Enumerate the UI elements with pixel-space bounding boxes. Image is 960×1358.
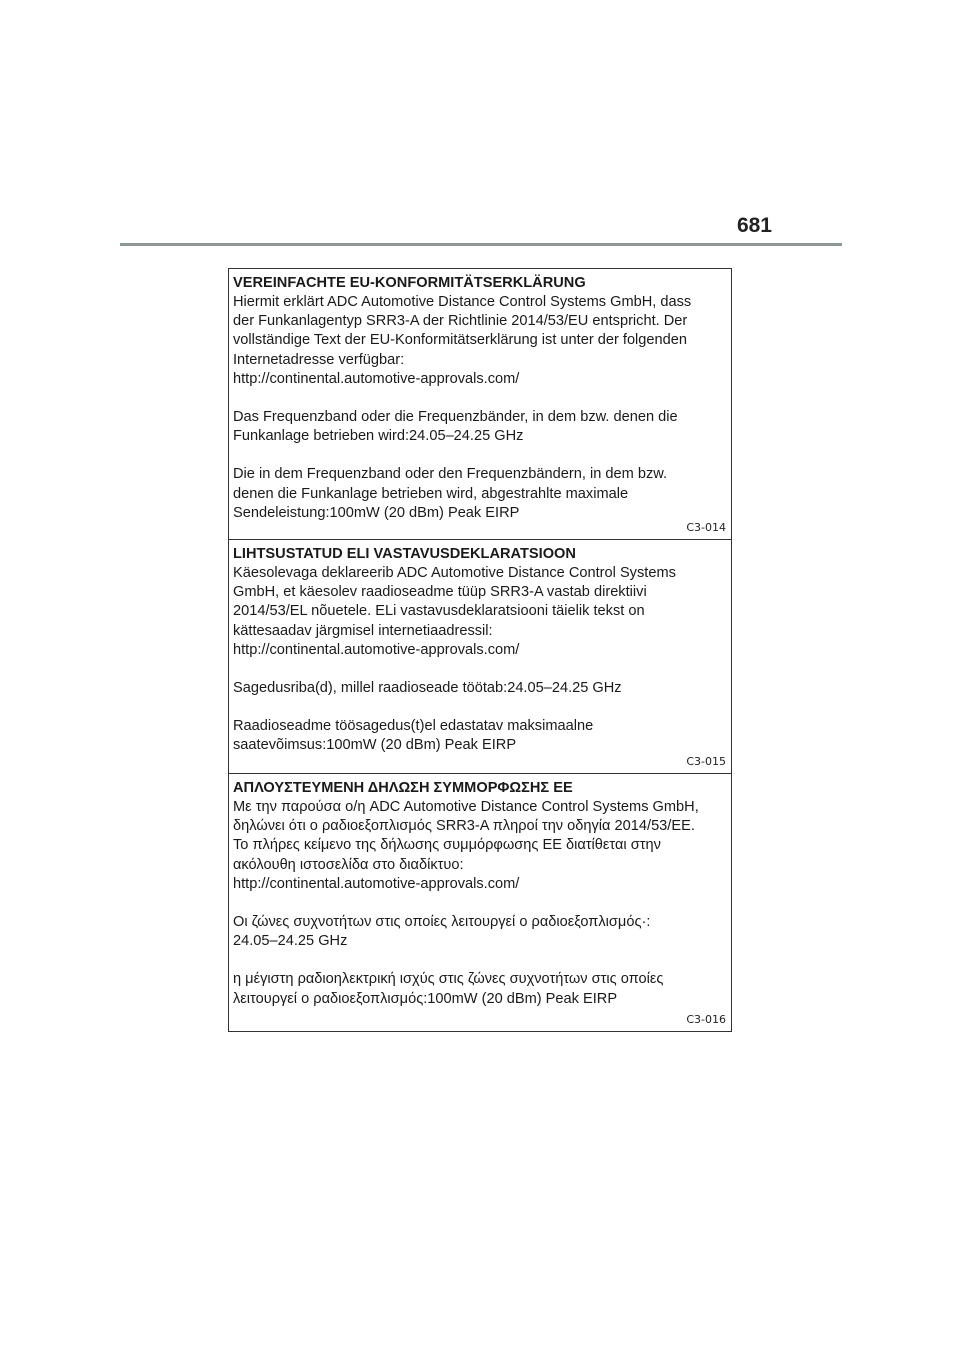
section-code: C3-014: [686, 521, 726, 534]
header-rule: [120, 243, 842, 246]
max-power-text: Die in dem Frequenzband oder den Frequenzbändern, in dem bzw. denen die Funkanlage betrieben wird, abgestrahlte maximale Sendeleistung:100mW (20 dBm) Peak EIRP: [233, 466, 668, 521]
section-estonian-declaration: [229, 540, 731, 774]
declaration-text: Hiermit erklärt ADC Automotive Distance Control Systems GmbH, dass der Funkanlagentyp SRR3-A der Richtlinie 2014/53/EU entspricht. Der vollständige Text der EU-Konformitätserklärung ist unter der folgenden Internetadresse verfügbar: http://continental.automotive-approvals.com/: [233, 294, 692, 387]
page-number: 681: [736, 214, 772, 237]
section-title: LIHTSUSTATUD ELI VASTAVUSDEKLARATSIOON: [233, 546, 576, 562]
section-code: C3-015: [686, 755, 726, 768]
section-title: ΑΠΛΟΥΣΤΕΥΜΕΝΗ ΔΗΛΩΣΗ ΣΥΜΜΟΡΦΩΣΗΣ ΕΕ: [233, 780, 573, 796]
max-power-text: Raadioseadme töösagedus(t)el edastatav maksimaalne saatevõimsus:100mW (20 dBm) Peak EIRP: [233, 718, 594, 754]
section-code: C3-016: [686, 1013, 726, 1026]
max-power-text: η μέγιστη ραδιοηλεκτρική ισχύς στις ζώνες συχνοτήτων στις οποίες λειτουργεί ο ραδιοεξοπλισμός:100mW (20 dBm) Peak EIRP: [233, 971, 664, 1007]
section-title: VEREINFACHTE EU-KONFORMITÄTSERKLÄRUNG: [233, 275, 586, 291]
section-german-declaration: [229, 269, 731, 540]
frequency-band-text: Das Frequenzband oder die Frequenzbänder, in dem bzw. denen die Funkanlage betrieben wird:24.05–24.25 GHz: [233, 409, 678, 445]
declaration-box: [228, 268, 732, 1032]
declaration-text: Με την παρούσα ο/η ADC Automotive Distance Control Systems GmbH, δηλώνει ότι ο ραδιοεξοπλισμός SRR3-A πληροί την οδηγία 2014/53/ΕΕ. Το πλήρες κείμενο της δήλωσης συμμόρφωσης ΕΕ διατίθεται στην ακόλουθη ιστοσελίδα στο διαδίκτυο: http://continental.automotive-approvals.com/: [233, 799, 699, 892]
frequency-band-text: Sagedusriba(d), millel raadioseade töötab:24.05–24.25 GHz: [233, 680, 622, 697]
section-greek-declaration: [229, 774, 731, 1031]
declaration-text: Käesolevaga deklareerib ADC Automotive Distance Control Systems GmbH, et käesolev raadioseadme tüüp SRR3-A vastab direktiivi 2014/53/EL nõuetele. ELi vastavusdeklaratsiooni täielik tekst on kättesaadav järgmisel internetiaadressil: http://continental.automotive-approvals.com/: [233, 565, 676, 658]
frequency-band-text: Οι ζώνες συχνοτήτων στις οποίες λειτουργεί ο ραδιοεξοπλισμός·: 24.05–24.25 GHz: [233, 914, 651, 950]
